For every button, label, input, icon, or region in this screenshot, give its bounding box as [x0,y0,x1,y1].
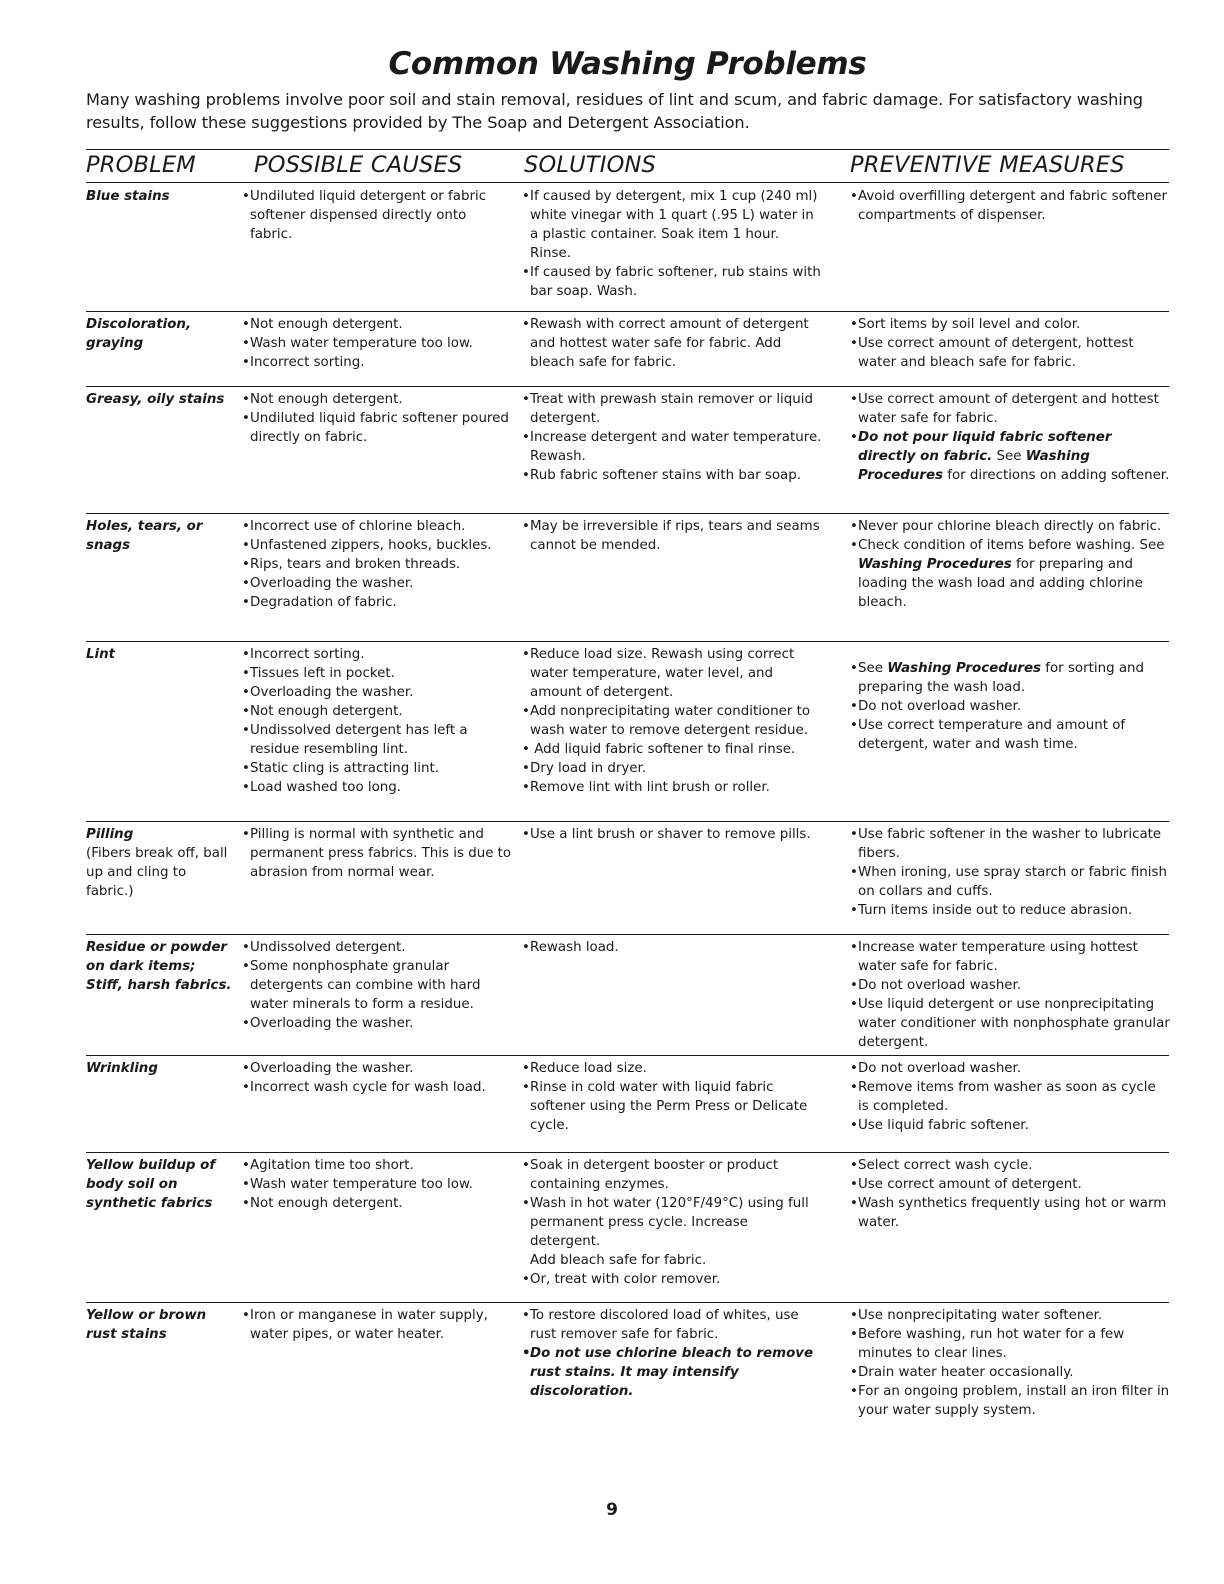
list-item: • Undissolved detergent has left a residue resembling lint. [242,721,512,759]
list-item: • Degradation of fabric. [242,593,512,612]
measures-cell [850,825,1170,920]
measures-cell [850,390,1170,485]
measures-cell [850,938,1170,1052]
list-item: • Drain water heater occasionally. [850,1363,1170,1382]
measures-cell [850,1156,1170,1232]
table-row [86,386,1169,514]
list-item: • Add nonprecipitating water conditioner to wash water to remove detergent residue. [522,702,822,740]
causes-cell [242,1156,512,1213]
problem-cell: Lint [86,647,116,662]
list-item: • Use correct amount of detergent and hottest water safe for fabric. [850,390,1170,428]
table-row [86,513,1169,642]
list-item: • Not enough detergent. [242,390,512,409]
table-row [86,641,1169,822]
table-row [86,1152,1169,1303]
list-item: • Overloading the washer. [242,1059,512,1078]
list-item: • Avoid overfilling detergent and fabric softener compartments of dispenser. [850,187,1170,225]
solutions-cell [522,390,822,485]
table-header [86,149,1169,183]
list-item: • Overloading the washer. [242,1014,512,1033]
list-item: • Remove lint with lint brush or roller. [522,778,822,797]
list-item: • Use nonprecipitating water softener. [850,1306,1170,1325]
list-item: • If caused by detergent, mix 1 cup (240 ml) white vinegar with 1 quart (.95 L) water in a plastic container. Soak item 1 hour. Rinse. [522,187,822,263]
list-item: • Use fabric softener in the washer to lubricate fibers. [850,825,1170,863]
list-item: • Dry load in dryer. [522,759,822,778]
table-row [86,183,1169,312]
causes-cell [242,825,512,882]
list-item: • Rips, tears and broken threads. [242,555,512,574]
problem-cell: Holes, tears, or snags [86,519,203,553]
list-item: • Undiluted liquid detergent or fabric softener dispensed directly onto fabric. [242,187,512,244]
problem-cell: Wrinkling [86,1061,158,1076]
list-item: • Add liquid fabric softener to final rinse. [522,740,822,759]
list-item: • Incorrect wash cycle for wash load. [242,1078,512,1097]
intro-paragraph: Many washing problems involve poor soil and stain removal, residues of lint and scum, and fabric damage. For satisfactory washing results, follow these suggestions provided by The Soap and Detergent Association. [86,90,1143,132]
header-possible-causes: POSSIBLE CAUSES [254,152,463,178]
solutions-cell [522,825,822,844]
measures-cell [850,187,1170,225]
causes-cell [242,517,512,612]
measures-cell [850,1059,1170,1135]
header-preventive-measures: PREVENTIVE MEASURES [850,152,1125,178]
list-item: • Tissues left in pocket. [242,664,512,683]
table-row [86,934,1169,1056]
problem-title: Pilling [86,827,134,842]
problem-note: (Fibers break off, ball up and cling to fabric.) [86,846,228,899]
list-item: • Pilling is normal with synthetic and permanent press fabrics. This is due to abrasion from normal wear. [242,825,512,882]
list-item: • Rub fabric softener stains with bar soap. [522,466,822,485]
list-item: • Soak in detergent booster or product containing enzymes. [522,1156,822,1194]
problem-cell: Yellow buildup of body soil on synthetic fabrics [86,1158,216,1211]
problem-cell: Yellow or brown rust stains [86,1308,207,1342]
list-item: • Agitation time too short. [242,1156,512,1175]
measures-cell [850,659,1170,754]
list-item: • Use correct temperature and amount of detergent, water and wash time. [850,716,1170,754]
list-item: • Not enough detergent. [242,702,512,721]
list-item: • Treat with prewash stain remover or liquid detergent. [522,390,822,428]
list-item: • Unfastened zippers, hooks, buckles. [242,536,512,555]
causes-cell [242,187,512,244]
measures-cell [850,517,1170,612]
causes-cell [242,1059,512,1097]
causes-cell [242,315,512,372]
list-item: • If caused by fabric softener, rub stains with bar soap. Wash. [522,263,822,301]
list-item: • Use liquid fabric softener. [850,1116,1170,1135]
list-item: • To restore discolored load of whites, use rust remover safe for fabric. [522,1306,822,1344]
list-item: • Before washing, run hot water for a few minutes to clear lines. [850,1325,1170,1363]
page-title: Common Washing Problems [388,46,867,82]
list-item: • Incorrect use of chlorine bleach. [242,517,512,536]
list-item: • Rinse in cold water with liquid fabric softener using the Perm Press or Delicate cycle. [522,1078,822,1135]
list-item: • Undiluted liquid fabric softener poured directly on fabric. [242,409,512,447]
list-item: • For an ongoing problem, install an iron filter in your water supply system. [850,1382,1170,1420]
list-item: • Increase water temperature using hottest water safe for fabric. [850,938,1170,976]
list-item: • Increase detergent and water temperature. Rewash. [522,428,822,466]
list-item: • Rewash with correct amount of detergent and hottest water safe for fabric. Add bleach safe for fabric. [522,315,822,372]
list-item: • See Washing Procedures for sorting and preparing the wash load. [850,659,1170,697]
causes-cell [242,645,512,797]
solutions-cell [522,315,822,372]
list-item: • Never pour chlorine bleach directly on fabric. [850,517,1170,536]
table-row [86,311,1169,387]
list-item: • Overloading the washer. [242,574,512,593]
causes-cell [242,938,512,1033]
problem-cell: Blue stains [86,189,170,204]
list-item: • Static cling is attracting lint. [242,759,512,778]
list-item: • Wash water temperature too low. [242,334,512,353]
page-number: 9 [606,1500,618,1520]
header-solutions: SOLUTIONS [524,152,656,178]
list-item: • Remove items from washer as soon as cycle is completed. [850,1078,1170,1116]
list-item: • Sort items by soil level and color. [850,315,1170,334]
table-row [86,821,1169,935]
list-item: • Incorrect sorting. [242,353,512,372]
solutions-cell [522,938,822,957]
table-row [86,1055,1169,1153]
list-item: • Do not overload washer. [850,976,1170,995]
list-item: • Do not overload washer. [850,1059,1170,1078]
causes-cell [242,390,512,447]
list-item: • May be irreversible if rips, tears and seams cannot be mended. [522,517,822,555]
list-item: • Use correct amount of detergent. [850,1175,1170,1194]
problem-cell [86,825,236,901]
list-item: • Select correct wash cycle. [850,1156,1170,1175]
list-item: • Wash water temperature too low. [242,1175,512,1194]
solutions-cell [522,1059,822,1135]
list-item: • Check condition of items before washing. See Washing Procedures for preparing and loading the wash load and adding chlorine bleach. [850,536,1170,612]
measures-cell [850,315,1170,372]
list-item: • Wash synthetics frequently using hot or warm water. [850,1194,1170,1232]
list-item: • Use liquid detergent or use nonprecipitating water conditioner with nonphosphate granular detergent. [850,995,1170,1052]
list-item: • Use correct amount of detergent, hottest water and bleach safe for fabric. [850,334,1170,372]
problem-cell: Discoloration, graying [86,317,192,351]
list-item: • Overloading the washer. [242,683,512,702]
causes-cell [242,1306,512,1344]
page [86,42,1170,1418]
list-item: • Or, treat with color remover. [522,1270,822,1289]
list-item: • Reduce load size. [522,1059,822,1078]
solutions-cell [522,1156,822,1289]
list-item: • When ironing, use spray starch or fabric finish on collars and cuffs. [850,863,1170,901]
solutions-cell [522,1306,822,1401]
problem-cell: Greasy, oily stains [86,392,225,407]
list-item: • Wash in hot water (120°F/49°C) using full permanent press cycle. Increase detergent. Add bleach safe for fabric. [522,1194,822,1270]
list-item: • Iron or manganese in water supply, water pipes, or water heater. [242,1306,512,1344]
list-item: • Some nonphosphate granular detergents can combine with hard water minerals to form a residue. [242,957,512,1014]
list-item: • Turn items inside out to reduce abrasion. [850,901,1170,920]
list-item: • Do not overload washer. [850,697,1170,716]
problem-cell: Residue or powder on dark items; Stiff, harsh fabrics. [86,940,232,993]
list-item: • Do not use chlorine bleach to remove rust stains. It may intensify discoloration. [522,1344,822,1401]
list-item: • Reduce load size. Rewash using correct water temperature, water level, and amount of detergent. [522,645,822,702]
header-problem: PROBLEM [86,152,196,178]
solutions-cell [522,187,822,301]
measures-cell [850,1306,1170,1420]
list-item: • Not enough detergent. [242,315,512,334]
solutions-cell [522,517,822,555]
list-item: • Do not pour liquid fabric softener directly on fabric. See Washing Procedures for directions on adding softener. [850,428,1170,485]
list-item: • Rewash load. [522,938,822,957]
list-item: • Incorrect sorting. [242,645,512,664]
list-item: • Undissolved detergent. [242,938,512,957]
list-item: • Load washed too long. [242,778,512,797]
list-item: • Use a lint brush or shaver to remove pills. [522,825,822,844]
solutions-cell [522,645,822,797]
list-item: • Not enough detergent. [242,1194,512,1213]
table-row [86,1302,1169,1432]
